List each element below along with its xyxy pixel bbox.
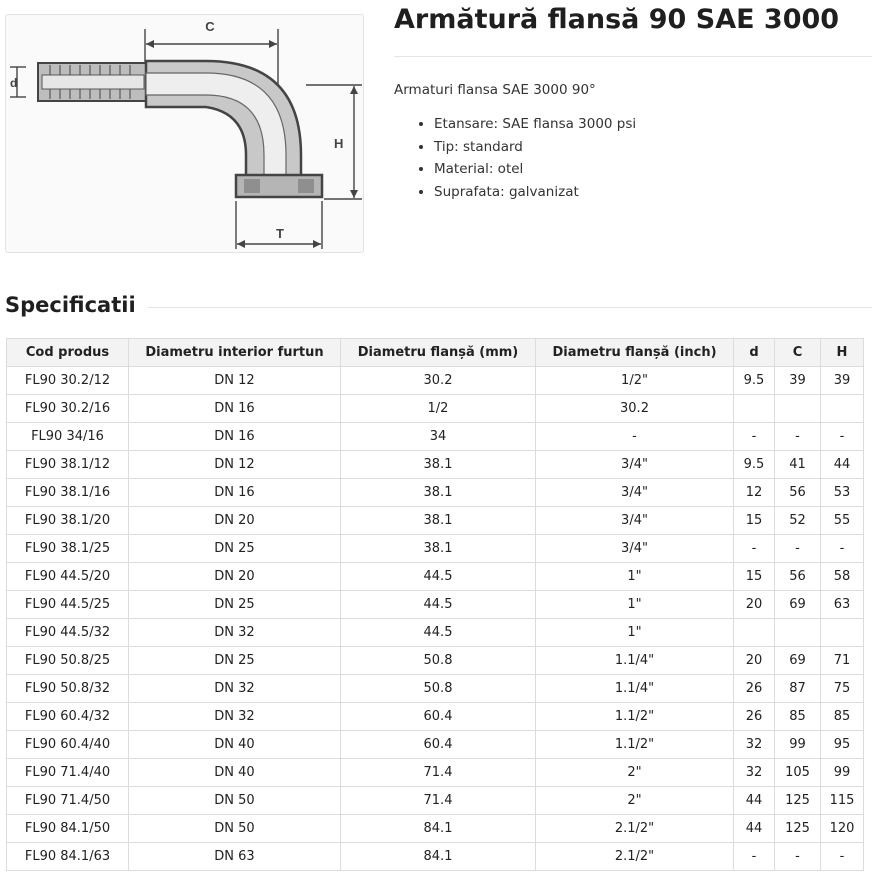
table-cell: FL90 60.4/40 (7, 731, 129, 759)
table-cell: - (775, 535, 821, 563)
table-cell: 53 (821, 479, 864, 507)
column-header-h: H (821, 339, 864, 367)
table-cell: 44 (734, 815, 775, 843)
table-cell: - (775, 423, 821, 451)
table-cell: - (734, 423, 775, 451)
table-row (7, 703, 864, 731)
table-cell: DN 32 (129, 619, 341, 647)
table-cell: 20 (734, 591, 775, 619)
table-cell: 44 (821, 451, 864, 479)
product-subtitle: Armaturi flansa SAE 3000 90° (394, 82, 596, 98)
table-row (7, 507, 864, 535)
table-cell: 2" (536, 787, 734, 815)
table-row (7, 815, 864, 843)
table-row (7, 787, 864, 815)
table-cell: 125 (775, 815, 821, 843)
column-header-code: Cod produs (7, 339, 129, 367)
table-body (7, 367, 864, 871)
table-cell: 69 (775, 647, 821, 675)
table-cell: FL90 44.5/20 (7, 563, 129, 591)
product-image[interactable] (5, 14, 364, 253)
table-cell (821, 395, 864, 423)
table-cell: FL90 38.1/25 (7, 535, 129, 563)
specs-table (6, 338, 864, 871)
table-cell (734, 619, 775, 647)
table-cell: FL90 38.1/16 (7, 479, 129, 507)
table-cell: FL90 50.8/25 (7, 647, 129, 675)
diagram-label-c: C (205, 19, 215, 34)
table-cell: 115 (821, 787, 864, 815)
table-cell: 87 (775, 675, 821, 703)
table-cell: FL90 44.5/25 (7, 591, 129, 619)
table-cell: 1" (536, 563, 734, 591)
table-cell: FL90 60.4/32 (7, 703, 129, 731)
table-cell: DN 20 (129, 563, 341, 591)
table-cell (775, 619, 821, 647)
table-cell: 120 (821, 815, 864, 843)
table-cell: FL90 38.1/12 (7, 451, 129, 479)
table-cell: FL90 84.1/50 (7, 815, 129, 843)
table-row (7, 647, 864, 675)
table-cell: 58 (821, 563, 864, 591)
table-cell: 2.1/2" (536, 843, 734, 871)
feature-list (412, 113, 636, 203)
table-cell: 9.5 (734, 451, 775, 479)
table-cell: 12 (734, 479, 775, 507)
table-cell: 1/2 (341, 395, 536, 423)
table-cell: 2.1/2" (536, 815, 734, 843)
table-row (7, 843, 864, 871)
table-cell: 50.8 (341, 647, 536, 675)
column-header-d: d (734, 339, 775, 367)
table-row (7, 535, 864, 563)
table-cell: - (734, 843, 775, 871)
table-cell: 52 (775, 507, 821, 535)
table-cell: FL90 44.5/32 (7, 619, 129, 647)
table-cell: FL90 71.4/50 (7, 787, 129, 815)
table-cell: DN 16 (129, 479, 341, 507)
table-row (7, 451, 864, 479)
table-cell: DN 40 (129, 731, 341, 759)
table-cell: FL90 34/16 (7, 423, 129, 451)
table-cell: 85 (821, 703, 864, 731)
table-cell: 56 (775, 479, 821, 507)
table-cell: 60.4 (341, 703, 536, 731)
table-cell: 44.5 (341, 563, 536, 591)
table-cell: 1" (536, 619, 734, 647)
table-cell: 39 (775, 367, 821, 395)
table-cell: 2" (536, 759, 734, 787)
table-cell: 30.2 (341, 367, 536, 395)
table-cell: DN 25 (129, 647, 341, 675)
table-row (7, 367, 864, 395)
table-row (7, 731, 864, 759)
table-cell: 3/4" (536, 451, 734, 479)
table-cell: DN 63 (129, 843, 341, 871)
table-cell: DN 20 (129, 507, 341, 535)
fitting-diagram (6, 15, 363, 252)
table-row (7, 395, 864, 423)
table-cell: 63 (821, 591, 864, 619)
table-cell (775, 395, 821, 423)
table-cell: DN 32 (129, 703, 341, 731)
table-cell: DN 25 (129, 591, 341, 619)
feature-item: • Material: otel (434, 158, 636, 181)
table-cell: DN 50 (129, 815, 341, 843)
table-cell: 26 (734, 703, 775, 731)
table-row (7, 619, 864, 647)
table-cell: 56 (775, 563, 821, 591)
table-cell: DN 32 (129, 675, 341, 703)
table-cell: FL90 71.4/40 (7, 759, 129, 787)
table-cell: 32 (734, 759, 775, 787)
table-cell: 3/4" (536, 479, 734, 507)
table-cell: 44 (734, 787, 775, 815)
diagram-label-t: T (276, 226, 284, 241)
table-cell: - (775, 843, 821, 871)
table-row (7, 479, 864, 507)
table-cell: 1/2" (536, 367, 734, 395)
table-cell: 1" (536, 591, 734, 619)
product-title: Armătură flansă 90 SAE 3000 (394, 4, 840, 35)
column-header-hose-diameter: Diametru interior furtun (129, 339, 341, 367)
table-row (7, 563, 864, 591)
column-header-flange-mm: Diametru flanșă (mm) (341, 339, 536, 367)
table-cell (734, 395, 775, 423)
table-row (7, 591, 864, 619)
table-cell: DN 16 (129, 423, 341, 451)
table-cell: 39 (821, 367, 864, 395)
table-cell: 9.5 (734, 367, 775, 395)
feature-item: • Suprafata: galvanizat (434, 181, 636, 204)
table-cell: DN 12 (129, 367, 341, 395)
table-row (7, 675, 864, 703)
column-header-c: C (775, 339, 821, 367)
table-cell (821, 619, 864, 647)
table-cell: 125 (775, 787, 821, 815)
table-cell: - (821, 423, 864, 451)
table-cell: 26 (734, 675, 775, 703)
table-cell: 38.1 (341, 451, 536, 479)
table-cell: 84.1 (341, 815, 536, 843)
table-cell: 41 (775, 451, 821, 479)
specs-divider (148, 307, 872, 308)
column-header-flange-inch: Diametru flanșă (inch) (536, 339, 734, 367)
table-cell: 20 (734, 647, 775, 675)
table-cell: 44.5 (341, 591, 536, 619)
specs-heading: Specificatii (5, 293, 136, 317)
table-cell: FL90 50.8/32 (7, 675, 129, 703)
table-cell: 71 (821, 647, 864, 675)
table-cell: 3/4" (536, 507, 734, 535)
table-cell: 1.1/4" (536, 647, 734, 675)
table-cell: FL90 30.2/12 (7, 367, 129, 395)
table-cell: 32 (734, 731, 775, 759)
table-cell: 30.2 (536, 395, 734, 423)
table-cell: DN 40 (129, 759, 341, 787)
table-cell: 69 (775, 591, 821, 619)
table-cell: - (821, 535, 864, 563)
table-cell: 71.4 (341, 787, 536, 815)
diagram-label-d: d (10, 76, 18, 90)
table-cell: 44.5 (341, 619, 536, 647)
table-cell: 38.1 (341, 507, 536, 535)
table-row (7, 423, 864, 451)
table-row (7, 759, 864, 787)
title-divider (394, 56, 872, 57)
table-cell: 50.8 (341, 675, 536, 703)
diagram-label-h: H (334, 136, 344, 151)
table-cell: - (536, 423, 734, 451)
table-cell: DN 50 (129, 787, 341, 815)
feature-item: • Tip: standard (434, 136, 636, 159)
table-cell: 75 (821, 675, 864, 703)
table-cell: 95 (821, 731, 864, 759)
table-cell: DN 25 (129, 535, 341, 563)
table-cell: FL90 30.2/16 (7, 395, 129, 423)
table-cell: FL90 38.1/20 (7, 507, 129, 535)
table-cell: 85 (775, 703, 821, 731)
table-cell: 84.1 (341, 843, 536, 871)
table-cell: 34 (341, 423, 536, 451)
table-cell: DN 12 (129, 451, 341, 479)
table-cell: 38.1 (341, 479, 536, 507)
table-cell: 55 (821, 507, 864, 535)
table-header-row (7, 339, 864, 367)
table-cell: 15 (734, 563, 775, 591)
table-cell: 1.1/4" (536, 675, 734, 703)
table-cell: 1.1/2" (536, 731, 734, 759)
table-cell: - (734, 535, 775, 563)
table-cell: 3/4" (536, 535, 734, 563)
table-cell: DN 16 (129, 395, 341, 423)
table-cell: - (821, 843, 864, 871)
table-cell: 99 (775, 731, 821, 759)
table-cell: 71.4 (341, 759, 536, 787)
table-cell: 99 (821, 759, 864, 787)
feature-item: • Etansare: SAE flansa 3000 psi (434, 113, 636, 136)
table-cell: 15 (734, 507, 775, 535)
table-cell: 1.1/2" (536, 703, 734, 731)
table-cell: 60.4 (341, 731, 536, 759)
table-cell: 38.1 (341, 535, 536, 563)
table-cell: 105 (775, 759, 821, 787)
table-cell: FL90 84.1/63 (7, 843, 129, 871)
